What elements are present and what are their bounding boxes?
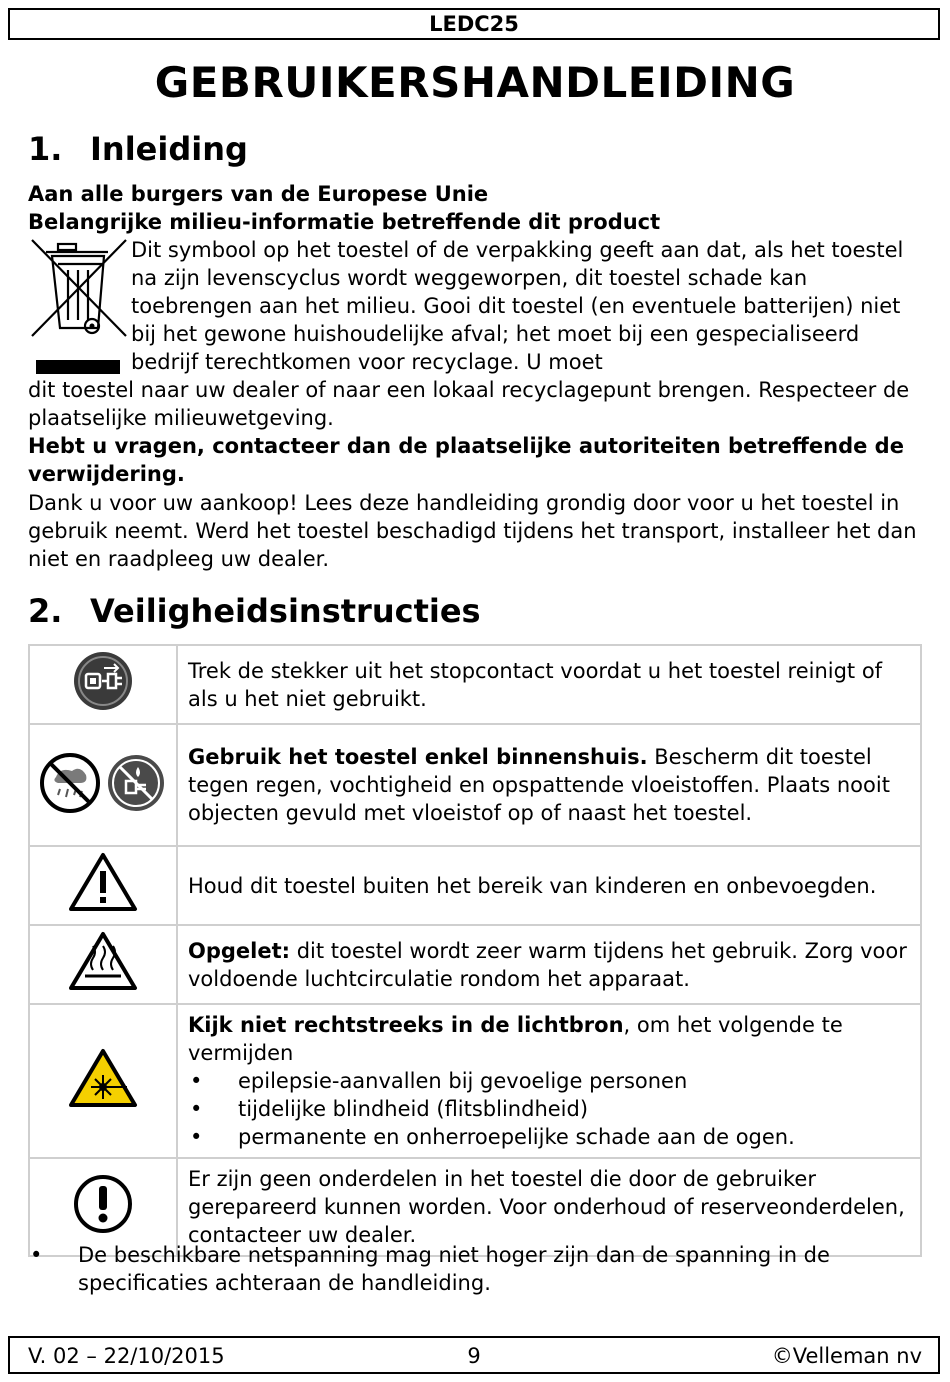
list-item: • epilepsie-aanvallen bij gevoelige personen bbox=[188, 1067, 910, 1095]
safety-text bbox=[177, 1004, 921, 1158]
hot-surface-icon bbox=[67, 930, 139, 992]
unplug-icon bbox=[72, 650, 134, 712]
page-title: GEBRUIKERSHANDLEIDING bbox=[154, 58, 796, 107]
footer-page-number: 9 bbox=[467, 1344, 481, 1368]
safety-text bbox=[177, 846, 921, 925]
icon-cell bbox=[29, 925, 177, 1004]
section-2-title: Veiligheidsinstructies bbox=[90, 592, 481, 630]
safety-bold-1: Gebruik het toestel enkel binnenshuis. bbox=[188, 745, 648, 769]
warning-triangle-icon bbox=[67, 851, 139, 913]
indoor-only-icons bbox=[30, 747, 176, 817]
safety-text-5: Er zijn geen onderdelen in het toestel die door de gebruiker gerepareerd kunnen worden. Voor onderhoud of reserveonderdelen, contacteer uw dealer. bbox=[188, 1167, 905, 1247]
list-item: • tijdelijke blindheid (flitsblindheid) bbox=[188, 1095, 910, 1123]
laser-risk-list bbox=[188, 1067, 910, 1151]
header-model: LEDC25 bbox=[8, 8, 940, 40]
footer-version: V. 02 – 22/10/2015 bbox=[28, 1344, 225, 1368]
safety-row bbox=[29, 645, 921, 724]
eu-heading: Aan alle burgers van de Europese Unie bbox=[28, 182, 489, 206]
footer-copyright: ©Velleman nv bbox=[771, 1344, 922, 1368]
safety-bold-4: Kijk niet rechtstreeks in de lichtbron bbox=[188, 1013, 624, 1037]
safety-row bbox=[29, 1004, 921, 1158]
safety-text bbox=[177, 645, 921, 724]
safety-text bbox=[177, 724, 921, 846]
icon-cell bbox=[29, 846, 177, 925]
safety-row bbox=[29, 724, 921, 846]
section-1-heading bbox=[28, 130, 248, 168]
weee-text: Dit symbool op het toestel of de verpakking geeft aan dat, als het toestel na zijn levenscyclus wordt weggeworpen, dit toestel schade kan toebrengen aan het milieu. Gooi dit toestel (en eventuele batterijen) niet bij het gewone huishoudelijke afval; het moet bij een gespecialiseerd bedrijf terechtkomen voor recyclage. U moet bbox=[131, 238, 904, 374]
icon-cell bbox=[29, 645, 177, 724]
safety-text-3: dit toestel wordt zeer warm tijdens het gebruik. Zorg voor voldoende luchtcirculatie rondom het apparaat. bbox=[188, 938, 907, 991]
list-item: • permanente en onherroepelijke schade aan de ogen. bbox=[188, 1123, 910, 1151]
section-2-heading bbox=[28, 592, 481, 630]
section-1-title: Inleiding bbox=[90, 130, 248, 168]
thanks-text: Dank u voor uw aankoop! Lees deze handleiding grondig door voor u het toestel in gebruik neemt. Werd het toestel beschadigd tijdens het transport, installeer het dan niet en raadpleeg uw dealer. bbox=[28, 491, 917, 571]
safety-row bbox=[29, 925, 921, 1004]
icon-cell bbox=[29, 724, 177, 846]
env-heading: Belangrijke milieu-informatie betreffende dit product bbox=[28, 210, 661, 234]
safety-text-2: Houd dit toestel buiten het bereik van kinderen en onbevoegden. bbox=[188, 873, 877, 898]
safety-text-4: , om het volgende te vermijden bbox=[188, 1013, 843, 1065]
footer bbox=[8, 1336, 940, 1374]
section-1-number: 1. bbox=[28, 130, 63, 168]
weee-text-continued: dit toestel naar uw dealer of naar een lokaal recyclagepunt brengen. Respecteer de plaatselijke milieuwetgeving. bbox=[28, 378, 910, 430]
safety-row bbox=[29, 846, 921, 925]
safety-text-0: Trek de stekker uit het stopcontact voordat u het toestel reinigt of als u het niet gebruikt. bbox=[188, 658, 883, 711]
safety-table bbox=[28, 644, 922, 1257]
safety-bold-3: Opgelet: bbox=[188, 938, 291, 963]
section-2-number: 2. bbox=[28, 592, 63, 630]
exclamation-circle-icon bbox=[72, 1173, 134, 1235]
voltage-bullet: • De beschikbare netspanning mag niet hoger zijn dan de spanning in de specificaties achteraan de handleiding. bbox=[28, 1241, 928, 1297]
laser-warning-icon bbox=[67, 1047, 139, 1109]
weee-bin-icon bbox=[28, 236, 130, 381]
safety-text-1: Bescherm dit toestel tegen regen, vochtigheid en opspattende vloeistoffen. Plaats nooit objecten gevuld met vloeistof op of naast het toestel. bbox=[188, 745, 890, 825]
icon-cell bbox=[29, 1004, 177, 1158]
questions-text: Hebt u vragen, contacteer dan de plaatselijke autoriteiten betreffende de verwijdering. bbox=[28, 434, 904, 486]
safety-text bbox=[177, 925, 921, 1004]
